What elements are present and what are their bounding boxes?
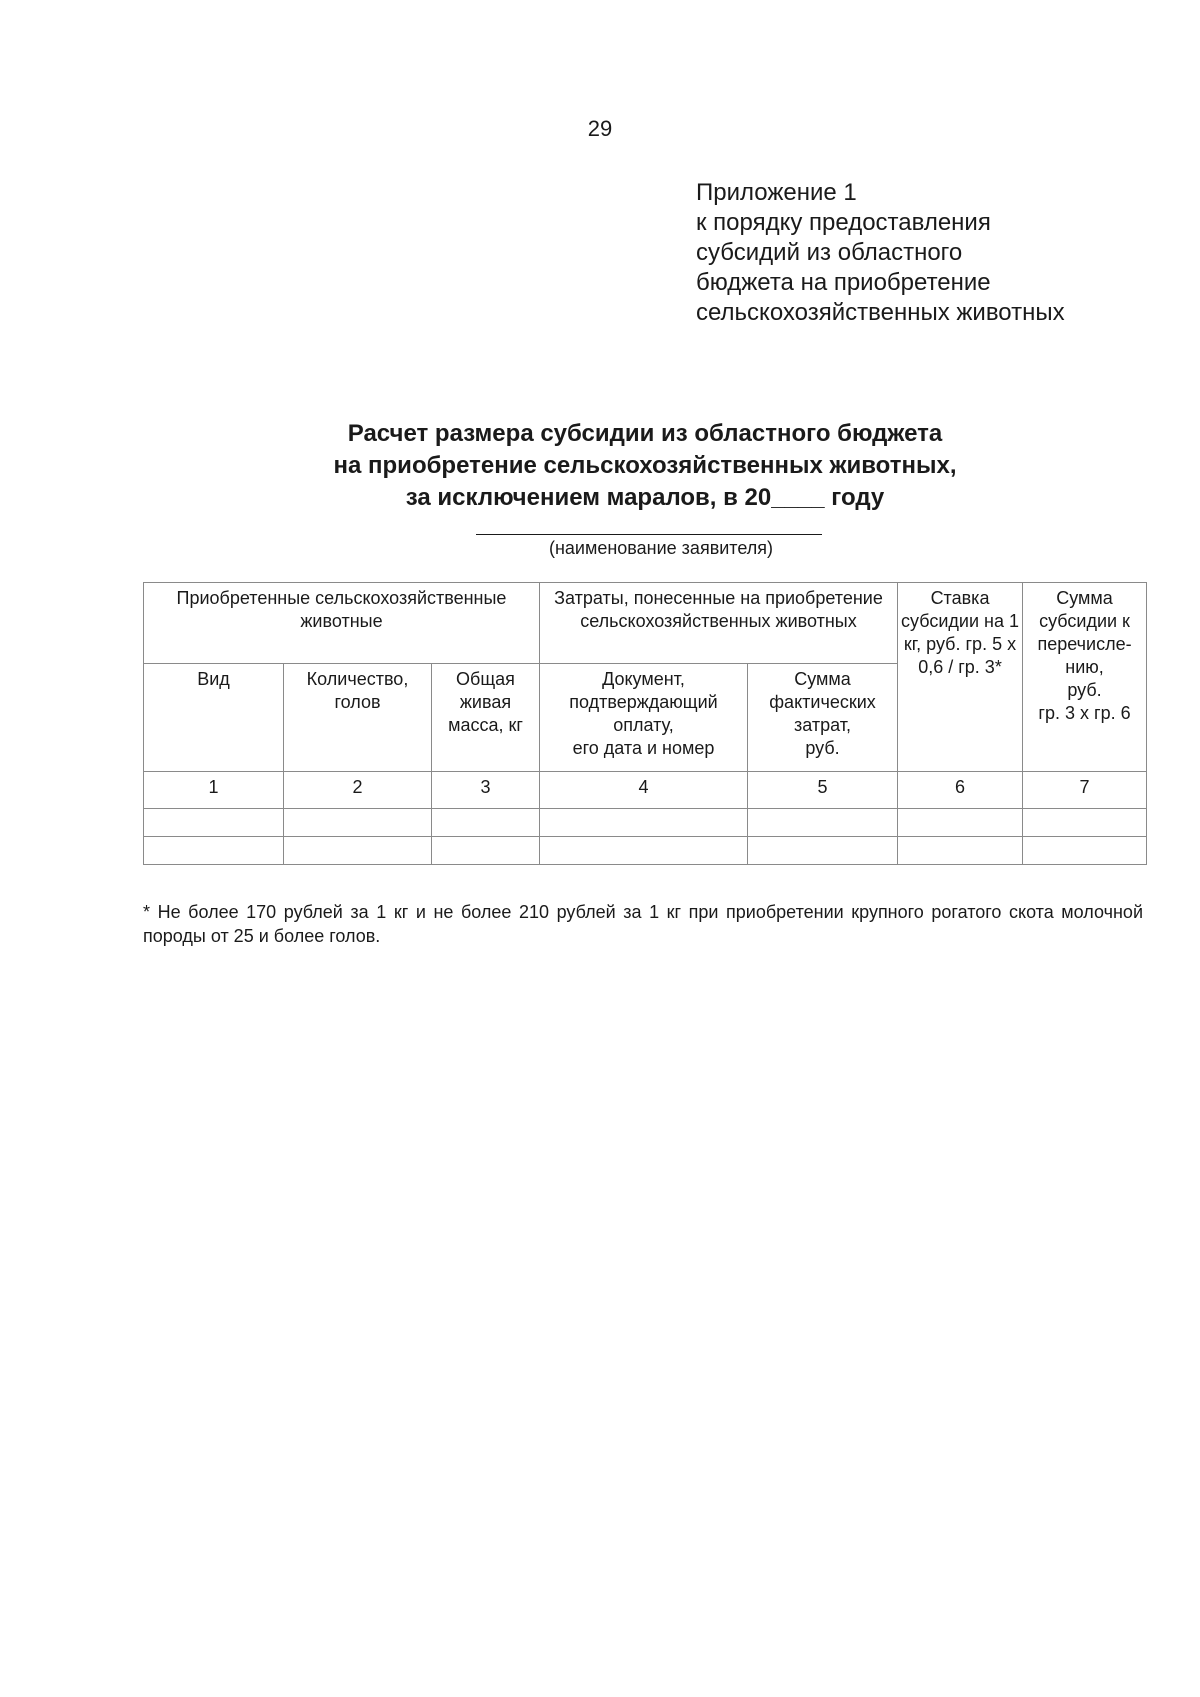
header-mass: Общая живая масса, кг	[432, 664, 540, 772]
page-number: 29	[587, 116, 613, 141]
column-number: 3	[432, 772, 540, 809]
table-cell	[284, 809, 432, 837]
table-row	[144, 837, 1147, 865]
column-number: 7	[1023, 772, 1147, 809]
applicant-caption: (наименование заявителя)	[548, 538, 774, 558]
appendix-reference	[696, 178, 1065, 328]
appendix-line: сельскохозяйственных животных	[696, 299, 1065, 326]
header-costs-group: Затраты, понесенные на приобретение сельскохозяйственных животных	[540, 583, 898, 664]
column-number: 5	[748, 772, 898, 809]
table-cell	[432, 809, 540, 837]
table-cell	[748, 837, 898, 865]
title-line: на приобретение сельскохозяйственных животных,	[333, 452, 957, 479]
column-number: 4	[540, 772, 748, 809]
table-cell	[540, 837, 748, 865]
header-kind: Вид	[144, 664, 284, 772]
table-header-row	[144, 583, 1147, 664]
footnote: * Не более 170 рублей за 1 кг и не более 210 рублей за 1 кг при приобретении крупного рогатого скота молочной породы от 25 и более голов.	[143, 902, 1143, 946]
table-cell	[748, 809, 898, 837]
appendix-line: субсидий из областного	[696, 239, 963, 266]
header-actual-costs: Сумма фактических затрат, руб.	[748, 664, 898, 772]
column-number: 2	[284, 772, 432, 809]
header-subsidy-amount: Сумма субсидии к перечисле-нию, руб. гр. 3 х гр. 6	[1023, 583, 1147, 772]
header-count: Количество, голов	[284, 664, 432, 772]
title-line: Расчет размера субсидии из областного бюджета	[347, 420, 943, 447]
appendix-line: к порядку предоставления	[696, 209, 991, 236]
table-cell	[432, 837, 540, 865]
header-subsidy-rate: Ставка субсидии на 1 кг, руб. гр. 5 х 0,6 / гр. 3*	[898, 583, 1023, 772]
header-animals-group: Приобретенные сельскохозяйственные животные	[144, 583, 540, 664]
table-cell	[898, 837, 1023, 865]
appendix-line: бюджета на приобретение	[696, 269, 991, 296]
table-cell	[144, 809, 284, 837]
table-row	[144, 809, 1147, 837]
column-number-row	[144, 772, 1147, 809]
document-title	[0, 418, 1200, 514]
table-cell	[144, 837, 284, 865]
table-cell	[540, 809, 748, 837]
subsidy-calculation-table	[143, 582, 1147, 865]
column-number: 1	[144, 772, 284, 809]
appendix-line: Приложение 1	[696, 179, 857, 206]
table-cell	[1023, 837, 1147, 865]
title-line: за исключением маралов, в 20____ году	[405, 484, 885, 511]
table-cell	[284, 837, 432, 865]
header-payment-document: Документ, подтверждающий оплату, его дата и номер	[540, 664, 748, 772]
applicant-name-line	[476, 534, 822, 535]
table-cell	[898, 809, 1023, 837]
column-number: 6	[898, 772, 1023, 809]
table-cell	[1023, 809, 1147, 837]
